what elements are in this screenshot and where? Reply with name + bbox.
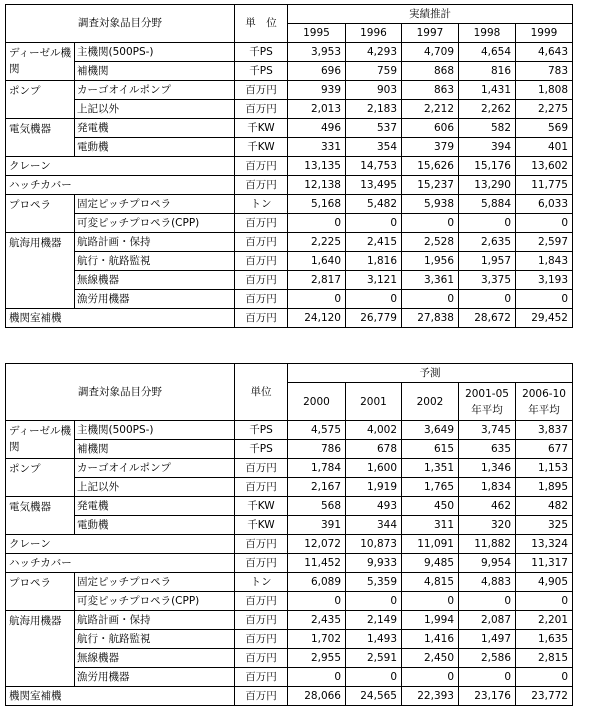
unit-cell: 百万円 — [235, 271, 288, 290]
value-cell: 0 — [516, 668, 573, 687]
table-row — [6, 176, 573, 195]
value-cell: 2,815 — [516, 649, 573, 668]
value-cell: 3,837 — [516, 421, 573, 440]
item-label: 上記以外 — [75, 478, 235, 497]
table-row — [6, 649, 573, 668]
value-cell: 379 — [402, 138, 459, 157]
item-label: 発電機 — [75, 497, 235, 516]
value-cell: 0 — [346, 592, 402, 611]
table-row — [6, 687, 573, 706]
year-header: 2006-10 年平均 — [516, 383, 573, 421]
value-cell: 2,415 — [346, 233, 402, 252]
unit-cell: 千PS — [235, 421, 288, 440]
value-cell: 13,495 — [346, 176, 402, 195]
value-cell: 391 — [288, 516, 346, 535]
unit-cell: 百万円 — [235, 176, 288, 195]
header-group: 予測 — [288, 364, 573, 383]
value-cell: 1,816 — [346, 252, 402, 271]
value-cell: 582 — [459, 119, 516, 138]
unit-cell: 千PS — [235, 62, 288, 81]
table-row — [6, 535, 573, 554]
unit-cell: 千KW — [235, 138, 288, 157]
table-row — [6, 233, 573, 252]
unit-cell: 百万円 — [235, 611, 288, 630]
unit-cell: 百万円 — [235, 649, 288, 668]
value-cell: 4,643 — [516, 43, 573, 62]
unit-cell: 千KW — [235, 119, 288, 138]
value-cell: 2,262 — [459, 100, 516, 119]
value-cell: 3,193 — [516, 271, 573, 290]
value-cell: 29,452 — [516, 309, 573, 328]
value-cell: 606 — [402, 119, 459, 138]
item-label: 航行・航路監視 — [75, 252, 235, 271]
value-cell: 5,884 — [459, 195, 516, 214]
value-cell: 11,452 — [288, 554, 346, 573]
value-cell: 2,635 — [459, 233, 516, 252]
item-label: 航行・航路監視 — [75, 630, 235, 649]
value-cell: 2,586 — [459, 649, 516, 668]
category-label: ポンプ — [6, 459, 75, 497]
table-row — [6, 421, 573, 440]
category-label: ディーゼル機関 — [6, 43, 75, 81]
value-cell: 5,938 — [402, 195, 459, 214]
value-cell: 759 — [346, 62, 402, 81]
item-label: カーゴオイルポンプ — [75, 81, 235, 100]
value-cell: 0 — [402, 214, 459, 233]
table-row — [6, 478, 573, 497]
value-cell: 13,135 — [288, 157, 346, 176]
value-cell: 15,626 — [402, 157, 459, 176]
category-label: 航海用機器 — [6, 233, 75, 309]
header-unit: 単 位 — [235, 5, 288, 43]
table-row — [6, 309, 573, 328]
value-cell: 3,649 — [402, 421, 459, 440]
value-cell: 344 — [346, 516, 402, 535]
unit-cell: 百万円 — [235, 100, 288, 119]
value-cell: 2,225 — [288, 233, 346, 252]
value-cell: 1,351 — [402, 459, 459, 478]
item-label: 航路計画・保持 — [75, 233, 235, 252]
category-label: 電気機器 — [6, 497, 75, 535]
unit-cell: 百万円 — [235, 81, 288, 100]
value-cell: 3,121 — [346, 271, 402, 290]
table-row — [6, 440, 573, 459]
value-cell: 1,416 — [402, 630, 459, 649]
value-cell: 13,602 — [516, 157, 573, 176]
table-row — [6, 195, 573, 214]
year-header: 2000 — [288, 383, 346, 421]
table-row — [6, 214, 573, 233]
value-cell: 2,167 — [288, 478, 346, 497]
item-label: 補機関 — [75, 62, 235, 81]
table-row — [6, 668, 573, 687]
value-cell: 22,393 — [402, 687, 459, 706]
unit-cell: 千PS — [235, 43, 288, 62]
unit-cell: 千KW — [235, 516, 288, 535]
value-cell: 27,838 — [402, 309, 459, 328]
value-cell: 615 — [402, 440, 459, 459]
unit-cell: 百万円 — [235, 233, 288, 252]
value-cell: 0 — [459, 592, 516, 611]
value-cell: 401 — [516, 138, 573, 157]
value-cell: 903 — [346, 81, 402, 100]
unit-cell: 百万円 — [235, 668, 288, 687]
value-cell: 0 — [402, 668, 459, 687]
table-row — [6, 573, 573, 592]
category-label: プロペラ — [6, 573, 75, 611]
value-cell: 12,138 — [288, 176, 346, 195]
value-cell: 28,672 — [459, 309, 516, 328]
value-cell: 14,753 — [346, 157, 402, 176]
value-cell: 868 — [402, 62, 459, 81]
table-row — [6, 554, 573, 573]
value-cell: 2,528 — [402, 233, 459, 252]
value-cell: 24,565 — [346, 687, 402, 706]
year-header: 2002 — [402, 383, 459, 421]
item-label: 固定ピッチプロペラ — [75, 573, 235, 592]
value-cell: 11,091 — [402, 535, 459, 554]
table-row — [6, 157, 573, 176]
value-cell: 696 — [288, 62, 346, 81]
value-cell: 0 — [402, 290, 459, 309]
year-header: 1997 — [402, 24, 459, 43]
item-label: 漁労用機器 — [75, 668, 235, 687]
value-cell: 568 — [288, 497, 346, 516]
value-cell: 1,635 — [516, 630, 573, 649]
item-label: 電動機 — [75, 138, 235, 157]
value-cell: 1,493 — [346, 630, 402, 649]
value-cell: 3,375 — [459, 271, 516, 290]
unit-cell: 百万円 — [235, 214, 288, 233]
value-cell: 11,317 — [516, 554, 573, 573]
year-header: 1995 — [288, 24, 346, 43]
category-label: 機関室補機 — [6, 309, 235, 328]
value-cell: 786 — [288, 440, 346, 459]
value-cell: 2,087 — [459, 611, 516, 630]
value-cell: 9,485 — [402, 554, 459, 573]
value-cell: 1,431 — [459, 81, 516, 100]
year-header: 2001 — [346, 383, 402, 421]
category-label: プロペラ — [6, 195, 75, 233]
year-header: 1999 — [516, 24, 573, 43]
value-cell: 320 — [459, 516, 516, 535]
value-cell: 0 — [346, 214, 402, 233]
unit-cell: 百万円 — [235, 554, 288, 573]
unit-cell: 百万円 — [235, 157, 288, 176]
value-cell: 0 — [288, 214, 346, 233]
value-cell: 4,905 — [516, 573, 573, 592]
value-cell: 1,765 — [402, 478, 459, 497]
item-label: 無線機器 — [75, 271, 235, 290]
value-cell: 1,600 — [346, 459, 402, 478]
value-cell: 1,919 — [346, 478, 402, 497]
table-row — [6, 43, 573, 62]
value-cell: 4,654 — [459, 43, 516, 62]
value-cell: 462 — [459, 497, 516, 516]
value-cell: 0 — [288, 668, 346, 687]
value-cell: 2,955 — [288, 649, 346, 668]
value-cell: 5,359 — [346, 573, 402, 592]
item-label: カーゴオイルポンプ — [75, 459, 235, 478]
unit-cell: 百万円 — [235, 687, 288, 706]
category-label: クレーン — [6, 535, 235, 554]
unit-cell: 千PS — [235, 440, 288, 459]
item-label: 可変ピッチプロペラ(CPP) — [75, 592, 235, 611]
unit-cell: 百万円 — [235, 592, 288, 611]
table-row — [6, 592, 573, 611]
header-unit: 単位 — [235, 364, 288, 421]
value-cell: 939 — [288, 81, 346, 100]
unit-cell: 百万円 — [235, 309, 288, 328]
year-header: 1998 — [459, 24, 516, 43]
value-cell: 10,873 — [346, 535, 402, 554]
table-row — [6, 81, 573, 100]
value-cell: 2,183 — [346, 100, 402, 119]
table-row — [6, 516, 573, 535]
value-cell: 11,775 — [516, 176, 573, 195]
value-cell: 2,201 — [516, 611, 573, 630]
value-cell: 3,361 — [402, 271, 459, 290]
table-row — [6, 252, 573, 271]
value-cell: 11,882 — [459, 535, 516, 554]
item-label: 発電機 — [75, 119, 235, 138]
value-cell: 1,497 — [459, 630, 516, 649]
value-cell: 1,784 — [288, 459, 346, 478]
value-cell: 13,290 — [459, 176, 516, 195]
category-label: 機関室補機 — [6, 687, 235, 706]
value-cell: 5,482 — [346, 195, 402, 214]
category-label: ポンプ — [6, 81, 75, 119]
category-label: ハッチカバー — [6, 554, 235, 573]
value-cell: 4,575 — [288, 421, 346, 440]
year-header: 1996 — [346, 24, 402, 43]
table-forecast — [5, 363, 573, 706]
value-cell: 1,956 — [402, 252, 459, 271]
item-label: 可変ピッチプロペラ(CPP) — [75, 214, 235, 233]
value-cell: 496 — [288, 119, 346, 138]
unit-cell: 百万円 — [235, 290, 288, 309]
value-cell: 2,275 — [516, 100, 573, 119]
value-cell: 1,346 — [459, 459, 516, 478]
value-cell: 5,168 — [288, 195, 346, 214]
value-cell: 2,597 — [516, 233, 573, 252]
value-cell: 0 — [288, 290, 346, 309]
value-cell: 2,435 — [288, 611, 346, 630]
value-cell: 1,808 — [516, 81, 573, 100]
value-cell: 15,176 — [459, 157, 516, 176]
item-label: 補機関 — [75, 440, 235, 459]
header-group: 実績推計 — [288, 5, 573, 24]
value-cell: 2,212 — [402, 100, 459, 119]
value-cell: 1,640 — [288, 252, 346, 271]
value-cell: 23,176 — [459, 687, 516, 706]
value-cell: 4,709 — [402, 43, 459, 62]
value-cell: 0 — [516, 290, 573, 309]
unit-cell: トン — [235, 573, 288, 592]
value-cell: 677 — [516, 440, 573, 459]
table-row — [6, 497, 573, 516]
value-cell: 0 — [459, 290, 516, 309]
value-cell: 2,149 — [346, 611, 402, 630]
value-cell: 1,843 — [516, 252, 573, 271]
table-row — [6, 459, 573, 478]
item-label: 電動機 — [75, 516, 235, 535]
header-item: 調査対象品目分野 — [6, 5, 235, 43]
value-cell: 331 — [288, 138, 346, 157]
value-cell: 9,933 — [346, 554, 402, 573]
value-cell: 6,089 — [288, 573, 346, 592]
value-cell: 863 — [402, 81, 459, 100]
item-label: 無線機器 — [75, 649, 235, 668]
value-cell: 23,772 — [516, 687, 573, 706]
item-label: 主機関(500PS-) — [75, 43, 235, 62]
value-cell: 3,745 — [459, 421, 516, 440]
category-label: 電気機器 — [6, 119, 75, 157]
value-cell: 635 — [459, 440, 516, 459]
value-cell: 2,013 — [288, 100, 346, 119]
value-cell: 4,293 — [346, 43, 402, 62]
value-cell: 4,883 — [459, 573, 516, 592]
value-cell: 0 — [402, 592, 459, 611]
table-row — [6, 62, 573, 81]
value-cell: 4,815 — [402, 573, 459, 592]
item-label: 主機関(500PS-) — [75, 421, 235, 440]
value-cell: 24,120 — [288, 309, 346, 328]
value-cell: 493 — [346, 497, 402, 516]
value-cell: 2,817 — [288, 271, 346, 290]
value-cell: 0 — [288, 592, 346, 611]
table-row — [6, 271, 573, 290]
category-label: 航海用機器 — [6, 611, 75, 687]
item-label: 漁労用機器 — [75, 290, 235, 309]
value-cell: 783 — [516, 62, 573, 81]
value-cell: 28,066 — [288, 687, 346, 706]
table-actuals — [5, 4, 573, 328]
value-cell: 9,954 — [459, 554, 516, 573]
unit-cell: トン — [235, 195, 288, 214]
item-label: 固定ピッチプロペラ — [75, 195, 235, 214]
value-cell: 0 — [346, 290, 402, 309]
table-row — [6, 290, 573, 309]
value-cell: 569 — [516, 119, 573, 138]
value-cell: 3,953 — [288, 43, 346, 62]
unit-cell: 百万円 — [235, 252, 288, 271]
table-row — [6, 119, 573, 138]
header-item: 調査対象品目分野 — [6, 364, 235, 421]
value-cell: 2,591 — [346, 649, 402, 668]
value-cell: 0 — [516, 592, 573, 611]
value-cell: 4,002 — [346, 421, 402, 440]
value-cell: 1,994 — [402, 611, 459, 630]
value-cell: 1,957 — [459, 252, 516, 271]
value-cell: 0 — [459, 668, 516, 687]
unit-cell: 百万円 — [235, 459, 288, 478]
unit-cell: 百万円 — [235, 630, 288, 649]
value-cell: 6,033 — [516, 195, 573, 214]
value-cell: 1,834 — [459, 478, 516, 497]
value-cell: 678 — [346, 440, 402, 459]
value-cell: 394 — [459, 138, 516, 157]
value-cell: 0 — [516, 214, 573, 233]
value-cell: 1,153 — [516, 459, 573, 478]
unit-cell: 百万円 — [235, 478, 288, 497]
category-label: ハッチカバー — [6, 176, 235, 195]
table-row — [6, 138, 573, 157]
value-cell: 354 — [346, 138, 402, 157]
value-cell: 0 — [346, 668, 402, 687]
value-cell: 325 — [516, 516, 573, 535]
value-cell: 13,324 — [516, 535, 573, 554]
item-label: 航路計画・保持 — [75, 611, 235, 630]
category-label: ディーゼル機関 — [6, 421, 75, 459]
value-cell: 537 — [346, 119, 402, 138]
unit-cell: 百万円 — [235, 535, 288, 554]
unit-cell: 千KW — [235, 497, 288, 516]
table-row — [6, 611, 573, 630]
category-label: クレーン — [6, 157, 235, 176]
value-cell: 1,895 — [516, 478, 573, 497]
item-label: 上記以外 — [75, 100, 235, 119]
year-header: 2001-05 年平均 — [459, 383, 516, 421]
table-row — [6, 630, 573, 649]
value-cell: 1,702 — [288, 630, 346, 649]
value-cell: 0 — [459, 214, 516, 233]
value-cell: 15,237 — [402, 176, 459, 195]
value-cell: 816 — [459, 62, 516, 81]
value-cell: 450 — [402, 497, 459, 516]
value-cell: 311 — [402, 516, 459, 535]
value-cell: 26,779 — [346, 309, 402, 328]
table-row — [6, 100, 573, 119]
value-cell: 482 — [516, 497, 573, 516]
value-cell: 2,450 — [402, 649, 459, 668]
value-cell: 12,072 — [288, 535, 346, 554]
